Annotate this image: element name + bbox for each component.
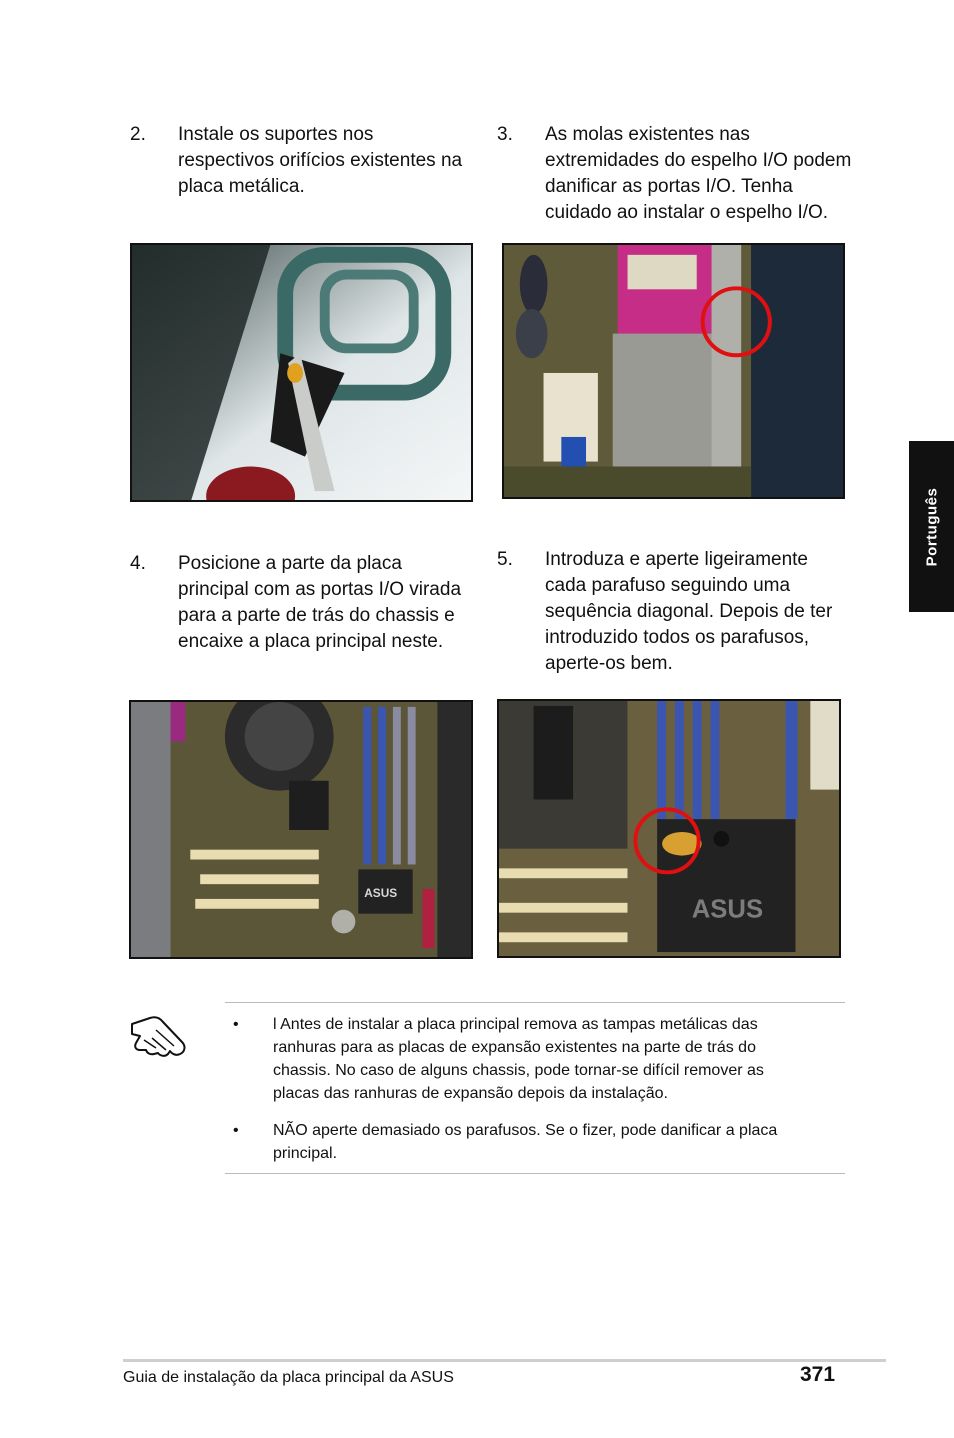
- language-tab: [909, 441, 954, 612]
- footer-guide-title: Guia de instalação da placa principal da ASUS: [123, 1369, 454, 1386]
- note-item: [233, 1013, 833, 1105]
- asus-logo-text: ASUS: [364, 885, 398, 900]
- bullet-dot: •: [233, 1122, 239, 1139]
- note-text: NÃO aperte demasiado os parafusos. Se o fizer, pode danificar a placa principal.: [273, 1122, 778, 1162]
- note-text: l Antes de instalar a placa principal remova as tampas metálicas das ranhuras para as placas de expansão existentes na parte de trás do chassis. No caso de alguns chassis, pode tornar-se difícil remover as placas das ranhuras de expansão depois da instalação.: [273, 1016, 764, 1102]
- photo-motherboard-chassis: [129, 700, 473, 959]
- step-text: Introduza e aperte ligeiramente cada parafuso seguindo uma sequência diagonal. Depois de ter introduzido todos os parafusos, aperte-os bem.: [545, 549, 833, 674]
- step-number: 5.: [497, 549, 513, 570]
- step-text: Posicione a parte da placa principal com as portas I/O virada para a parte de trás do chassis e encaixe a placa principal neste.: [178, 553, 462, 652]
- step-3: [497, 122, 877, 228]
- pointing-hand-icon: [130, 1010, 188, 1058]
- step-text: As molas existentes nas extremidades do espelho I/O podem danificar as portas I/O. Tenha cuidado ao instalar o espelho I/O.: [545, 124, 852, 223]
- step-number: 4.: [130, 553, 146, 574]
- step-4: [130, 551, 480, 657]
- photo-pliers-standoffs: [130, 243, 473, 502]
- step-text: Instale os suportes nos respectivos orifícios existentes na placa metálica.: [178, 124, 463, 197]
- step-number: 2.: [130, 124, 146, 145]
- notes-box: [225, 1002, 845, 1174]
- step-2: [130, 122, 480, 202]
- step-5: [497, 547, 877, 679]
- asus-logo-text: ASUS: [691, 895, 764, 924]
- language-tab-label: Português: [923, 487, 940, 566]
- bullet-dot: •: [233, 1016, 239, 1033]
- note-item: [233, 1119, 833, 1165]
- step-number: 3.: [497, 124, 513, 145]
- photo-motherboard-screws: [497, 699, 841, 958]
- page-number: 371: [800, 1363, 836, 1386]
- photo-io-shield: [502, 243, 845, 499]
- footer-rule: [123, 1359, 886, 1362]
